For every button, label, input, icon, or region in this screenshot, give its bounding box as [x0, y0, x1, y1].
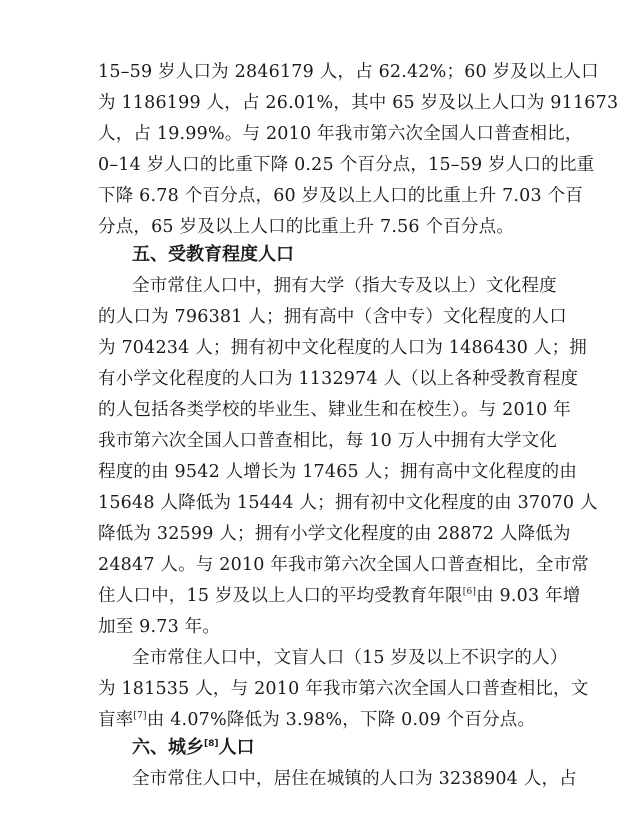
heading-text: 人口: [218, 737, 255, 758]
text-line: 的人包括各类学校的毕业生、肄业生和在校生）。与 2010 年: [98, 400, 571, 420]
text-line: 降低为 32599 人；拥有小学文化程度的由 28872 人降低为: [98, 524, 571, 544]
text-segment: 由 4.07%降低为 3.98%，下降 0.09 个百分点。: [146, 710, 536, 730]
text-line: 为 704234 人；拥有初中文化程度的人口为 1486430 人；拥: [98, 338, 587, 358]
text-line: 的人口为 796381 人；拥有高中（含中专）文化程度的人口: [98, 307, 567, 327]
heading-text: 六、城乡: [132, 737, 204, 758]
section-heading-urban-rural: [132, 733, 255, 763]
text-line: 24847 人。与 2010 年我市第六次全国人口普查相比，全市常: [98, 555, 589, 575]
text-segment: 盲率: [98, 710, 134, 730]
footnote-marker-8[interactable]: [8]: [204, 739, 219, 749]
text-line: 0–14 岁人口的比重下降 0.25 个百分点，15–59 岁人口的比重: [98, 155, 595, 175]
text-line: 全市常住人口中，文盲人口（15 岁及以上不识字的人）: [132, 648, 568, 668]
text-line: 全市常住人口中，拥有大学（指大专及以上）文化程度: [132, 276, 557, 296]
text-line: [98, 705, 549, 735]
text-line: 加至 9.73 年。: [98, 617, 221, 637]
text-line: 为 1186199 人，占 26.01%，其中 65 岁及以上人口为 911673: [98, 93, 619, 113]
text-line: 下降 6.78 个百分点，60 岁及以上人口的比重上升 7.03 个百: [98, 186, 584, 206]
text-line: 为 181535 人，与 2010 年我市第六次全国人口普查相比，文: [98, 679, 589, 699]
text-line: 全市常住人口中，居住在城镇的人口为 3238904 人，占: [132, 769, 577, 789]
text-segment: 由 9.03 年增: [476, 586, 581, 606]
text-line: 分点，65 岁及以上人口的比重上升 7.56 个百分点。: [98, 217, 515, 237]
text-line: [98, 581, 581, 611]
text-segment: 住人口中，15 岁及以上人口的平均受教育年限: [98, 586, 463, 606]
text-line: 15–59 岁人口为 2846179 人，占 62.42%；60 岁及以上人口: [98, 62, 599, 82]
footnote-marker-7[interactable]: [7]: [133, 711, 147, 722]
text-line: 人，占 19.99%。与 2010 年我市第六次全国人口普查相比，: [98, 124, 583, 144]
text-line: 有小学文化程度的人口为 1132974 人（以上各种受教育程度: [98, 369, 579, 389]
text-line: 程度的由 9542 人增长为 17465 人；拥有高中文化程度的由: [98, 462, 578, 482]
text-line: 我市第六次全国人口普查相比，每 10 万人中拥有大学文化: [98, 431, 557, 451]
footnote-marker-6[interactable]: [6]: [462, 587, 477, 598]
text-line: 15648 人降低为 15444 人；拥有初中文化程度的由 37070 人: [98, 493, 598, 513]
section-heading-education: 五、受教育程度人口: [132, 244, 294, 265]
